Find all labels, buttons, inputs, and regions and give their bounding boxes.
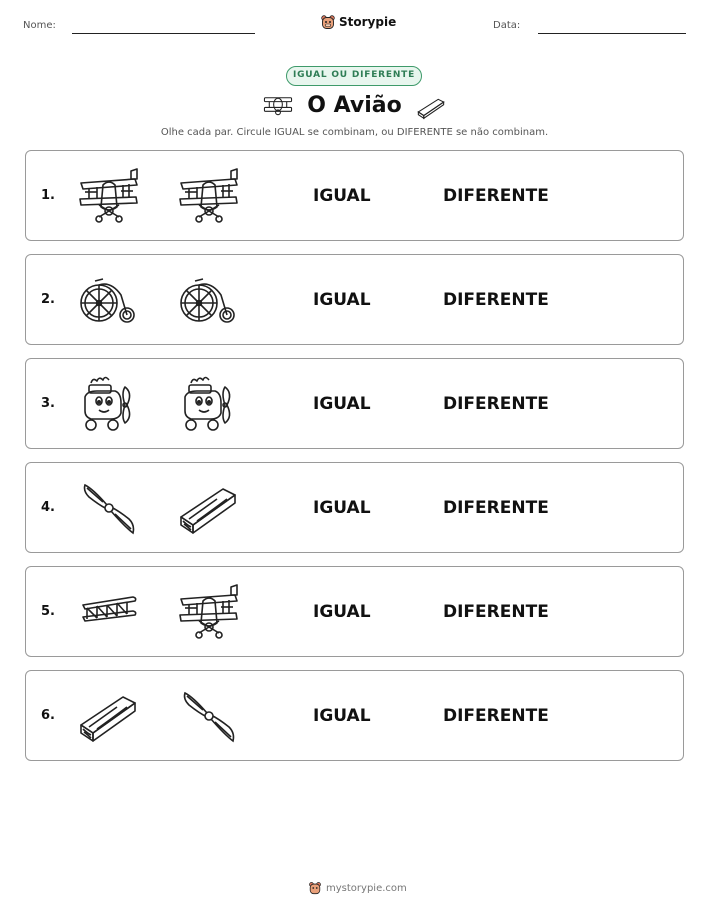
question-row xyxy=(25,358,684,449)
propeller-icon xyxy=(77,477,141,539)
diferente-option[interactable]: DIFERENTE xyxy=(443,394,549,414)
wing-frame-icon xyxy=(77,581,141,643)
igual-option[interactable]: IGUAL xyxy=(313,602,371,622)
date-label: Data: xyxy=(493,20,521,31)
worksheet-type-badge: IGUAL OU DIFERENTE xyxy=(286,66,422,86)
question-number: 2. xyxy=(41,292,55,307)
biplane-icon xyxy=(77,165,141,227)
question-number: 4. xyxy=(41,500,55,515)
penny-farthing-bicycle-icon xyxy=(77,269,141,331)
igual-option[interactable]: IGUAL xyxy=(313,290,371,310)
name-line[interactable] xyxy=(72,33,255,34)
cartoon-airplane-front-icon xyxy=(77,373,141,435)
question-number: 1. xyxy=(41,188,55,203)
penny-farthing-bicycle-icon xyxy=(177,269,241,331)
question-row xyxy=(25,566,684,657)
question-row xyxy=(25,254,684,345)
propeller-icon xyxy=(177,685,241,747)
igual-option[interactable]: IGUAL xyxy=(313,394,371,414)
diferente-option[interactable]: DIFERENTE xyxy=(443,498,549,518)
igual-option[interactable]: IGUAL xyxy=(313,186,371,206)
brand-logo xyxy=(320,14,396,30)
diferente-option[interactable]: DIFERENTE xyxy=(443,706,549,726)
storypie-mascot-icon xyxy=(320,14,336,30)
igual-option[interactable]: IGUAL xyxy=(313,498,371,518)
question-number: 6. xyxy=(41,708,55,723)
question-row xyxy=(25,462,684,553)
biplane-icon xyxy=(177,165,241,227)
question-row xyxy=(25,670,684,761)
question-number: 3. xyxy=(41,396,55,411)
date-line[interactable] xyxy=(538,33,686,34)
igual-option[interactable]: IGUAL xyxy=(313,706,371,726)
diferente-option[interactable]: DIFERENTE xyxy=(443,602,549,622)
brand-name: Storypie xyxy=(339,15,397,29)
diferente-option[interactable]: DIFERENTE xyxy=(443,290,549,310)
diferente-option[interactable]: DIFERENTE xyxy=(443,186,549,206)
question-row xyxy=(25,150,684,241)
page-title: O Avião xyxy=(307,93,402,118)
cartoon-airplane-front-icon xyxy=(177,373,241,435)
wood-plank-icon xyxy=(77,685,141,747)
wood-plank-icon xyxy=(177,477,241,539)
title-wood-plank-icon xyxy=(414,93,448,121)
storypie-mascot-icon xyxy=(308,881,322,895)
instructions: Olhe cada par. Circule IGUAL se combinam, ou DIFERENTE se não combinam. xyxy=(160,127,549,138)
question-number: 5. xyxy=(41,604,55,619)
footer-url[interactable]: mystorypie.com xyxy=(326,882,407,894)
footer xyxy=(308,881,407,895)
name-label: Nome: xyxy=(23,20,56,31)
biplane-icon xyxy=(177,581,241,643)
